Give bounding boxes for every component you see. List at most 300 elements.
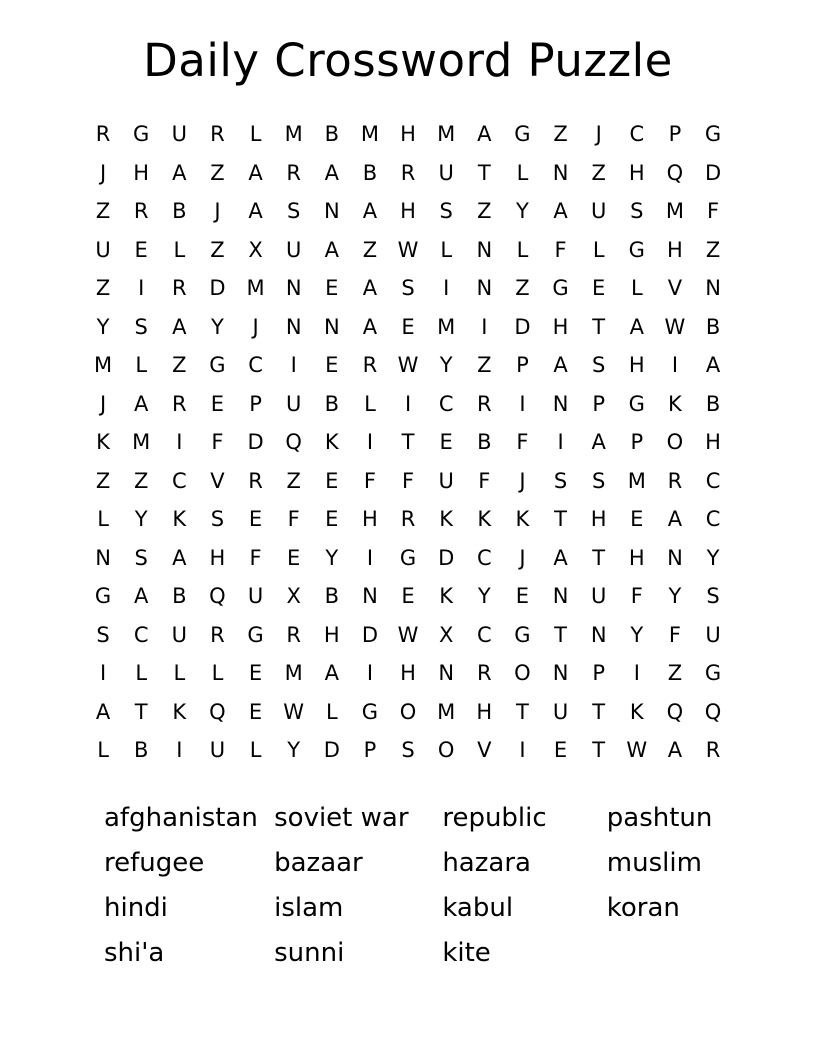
grid-cell: Z — [95, 199, 111, 224]
grid-cell: M — [627, 468, 646, 493]
grid-cell: G — [704, 661, 722, 686]
grid-cell: X — [286, 584, 301, 609]
grid-cell: I — [404, 391, 412, 416]
grid-cell: A — [705, 353, 721, 378]
grid-cell: D — [438, 545, 455, 570]
grid-cell: Z — [95, 276, 111, 301]
grid-cell: N — [362, 584, 378, 609]
grid-cell: N — [590, 622, 607, 647]
grid-cell: R — [133, 199, 149, 224]
grid-cell: O — [399, 699, 417, 724]
grid-row — [84, 308, 732, 347]
grid-cell: B — [324, 122, 340, 147]
grid-cell: H — [133, 160, 150, 185]
grid-cell: A — [667, 738, 683, 763]
grid-cell: E — [553, 738, 568, 763]
grid-cell: Q — [209, 699, 226, 724]
grid-cell: U — [95, 237, 111, 262]
grid-cell: Q — [666, 699, 684, 724]
grid-cell: X — [438, 622, 454, 647]
grid-cell: Z — [591, 160, 606, 185]
grid-cell: U — [247, 584, 264, 609]
grid-cell: N — [323, 199, 340, 224]
grid-row — [84, 385, 732, 424]
word-list-item: hindi — [104, 893, 168, 923]
grid-cell: U — [171, 122, 187, 147]
grid-cell: M — [94, 353, 113, 378]
grid-cell: A — [172, 160, 187, 185]
grid-cell: J — [519, 545, 526, 570]
grid-cell: C — [248, 353, 263, 378]
grid-cell: U — [209, 738, 226, 763]
grid-cell: Q — [666, 160, 684, 185]
grid-cell: N — [476, 237, 493, 262]
grid-cell: F — [287, 507, 300, 532]
grid-cell: N — [552, 661, 569, 686]
grid-cell: K — [515, 507, 530, 532]
grid-cell: Z — [553, 122, 568, 147]
grid-cell: U — [171, 622, 187, 647]
grid-cell: E — [210, 391, 225, 416]
grid-cell: H — [628, 353, 645, 378]
grid-cell: B — [362, 160, 378, 185]
grid-cell: T — [592, 545, 606, 570]
grid-cell: J — [252, 314, 259, 339]
grid-cell: Z — [667, 661, 683, 686]
grid-cell: H — [400, 661, 416, 686]
grid-cell: T — [477, 160, 491, 185]
grid-cell: R — [400, 160, 416, 185]
grid-cell: K — [96, 430, 110, 455]
grid-cell: Y — [439, 353, 453, 378]
grid-cell: H — [628, 160, 645, 185]
grid-cell: M — [284, 661, 303, 686]
word-list-column — [607, 796, 758, 931]
grid-cell: I — [290, 353, 297, 378]
grid-cell: M — [284, 122, 303, 147]
grid-cell: R — [210, 122, 225, 147]
word-list-column — [274, 796, 442, 976]
grid-cell: B — [705, 391, 721, 416]
grid-cell: A — [172, 545, 187, 570]
grid-cell: K — [629, 699, 644, 724]
grid-row — [84, 578, 732, 617]
grid-cell: U — [286, 237, 302, 262]
grid-cell: I — [99, 661, 107, 686]
grid-cell: A — [553, 353, 568, 378]
grid-cell: E — [325, 353, 339, 378]
grid-cell: W — [626, 738, 648, 763]
grid-cell: O — [514, 661, 531, 686]
grid-cell: L — [592, 237, 605, 262]
grid-cell: M — [132, 430, 151, 455]
grid-row — [84, 231, 732, 270]
grid-cell: N — [476, 276, 493, 301]
grid-cell: X — [248, 237, 263, 262]
grid-cell: L — [516, 160, 529, 185]
grid-cell: G — [209, 353, 226, 378]
grid-cell: A — [667, 507, 683, 532]
grid-cell: F — [707, 199, 720, 224]
grid-row — [84, 693, 732, 732]
grid-cell: E — [287, 545, 301, 570]
grid-cell: H — [476, 699, 493, 724]
grid-cell: E — [325, 468, 339, 493]
grid-cell: R — [400, 507, 416, 532]
grid-cell: L — [173, 661, 186, 686]
grid-row — [84, 154, 732, 193]
grid-cell: Q — [285, 430, 302, 455]
grid-cell: T — [401, 430, 415, 455]
grid-cell: M — [437, 122, 456, 147]
grid-cell: K — [172, 699, 187, 724]
grid-cell: B — [324, 584, 340, 609]
grid-cell: F — [516, 430, 529, 455]
word-list-item: soviet war — [274, 803, 409, 833]
grid-cell: S — [287, 199, 301, 224]
grid-cell: Y — [516, 199, 529, 224]
grid-cell: Z — [362, 237, 378, 262]
grid-cell: L — [97, 507, 109, 532]
grid-cell: S — [630, 199, 644, 224]
grid-cell: K — [324, 430, 339, 455]
grid-row — [84, 424, 732, 463]
grid-cell: B — [172, 199, 187, 224]
grid-cell: U — [591, 199, 607, 224]
word-list-item: hazara — [442, 848, 531, 878]
word-list-item: afghanistan — [104, 803, 258, 833]
grid-cell: J — [99, 160, 107, 185]
grid-row — [84, 270, 732, 309]
grid-cell: T — [554, 622, 567, 647]
grid-cell: S — [706, 584, 720, 609]
grid-cell: S — [592, 353, 606, 378]
grid-cell: J — [99, 391, 107, 416]
grid-cell: N — [552, 391, 569, 416]
word-list-item: kabul — [442, 893, 514, 923]
grid-cell: M — [246, 276, 265, 301]
grid-cell: Z — [477, 353, 492, 378]
grid-cell: E — [439, 430, 453, 455]
grid-cell: F — [249, 545, 262, 570]
grid-cell: V — [667, 276, 683, 301]
grid-cell: C — [629, 122, 645, 147]
grid-cell: G — [361, 699, 379, 724]
grid-cell: W — [397, 237, 419, 262]
grid-cell: S — [210, 507, 225, 532]
grid-cell: Y — [668, 584, 682, 609]
grid-cell: A — [362, 199, 378, 224]
grid-cell: D — [361, 622, 379, 647]
grid-cell: S — [401, 738, 415, 763]
grid-cell: N — [705, 276, 721, 301]
grid-cell: N — [552, 584, 569, 609]
grid-row — [84, 347, 732, 386]
grid-cell: N — [438, 661, 455, 686]
grid-cell: B — [324, 391, 340, 416]
grid-cell: G — [94, 584, 112, 609]
grid-cell: T — [592, 699, 606, 724]
grid-cell: P — [363, 738, 377, 763]
grid-cell: L — [211, 661, 224, 686]
grid-cell: L — [135, 353, 148, 378]
grid-cell: R — [172, 391, 187, 416]
grid-cell: L — [516, 237, 529, 262]
grid-cell: A — [134, 391, 149, 416]
grid-cell: E — [401, 584, 415, 609]
grid-cell: G — [247, 622, 264, 647]
grid-cell: E — [592, 276, 606, 301]
grid-cell: E — [134, 237, 148, 262]
grid-cell: D — [514, 314, 531, 339]
grid-cell: J — [519, 468, 526, 493]
grid-cell: G — [514, 122, 531, 147]
grid-row — [84, 462, 732, 501]
grid-cell: E — [248, 507, 263, 532]
grid-cell: R — [705, 738, 721, 763]
grid-cell: C — [438, 391, 454, 416]
grid-cell: W — [397, 622, 419, 647]
grid-cell: Y — [134, 507, 148, 532]
grid-cell: K — [439, 584, 454, 609]
grid-cell: W — [664, 314, 686, 339]
grid-cell: Q — [704, 699, 722, 724]
word-list-item: kite — [442, 938, 491, 968]
grid-cell: V — [210, 468, 225, 493]
grid-cell: I — [176, 430, 183, 455]
grid-cell: F — [402, 468, 415, 493]
grid-cell: K — [172, 507, 187, 532]
grid-cell: A — [95, 699, 111, 724]
grid-cell: Y — [96, 314, 110, 339]
grid-cell: U — [591, 584, 607, 609]
grid-cell: R — [210, 622, 225, 647]
grid-cell: A — [553, 545, 568, 570]
grid-cell: P — [592, 661, 606, 686]
grid-cell: B — [477, 430, 492, 455]
grid-cell: S — [134, 314, 148, 339]
grid-cell: F — [363, 468, 376, 493]
grid-cell: S — [553, 468, 568, 493]
grid-cell: E — [248, 699, 263, 724]
grid-cell: M — [437, 314, 456, 339]
grid-cell: O — [666, 430, 684, 455]
grid-cell: L — [135, 661, 148, 686]
grid-cell: A — [324, 661, 339, 686]
word-list-item: islam — [274, 893, 344, 923]
grid-cell: T — [554, 507, 567, 532]
grid-cell: D — [704, 160, 722, 185]
grid-cell: J — [595, 122, 602, 147]
grid-cell: F — [554, 237, 567, 262]
grid-cell: Y — [211, 314, 224, 339]
grid-cell: P — [592, 391, 606, 416]
grid-cell: U — [438, 468, 454, 493]
grid-cell: U — [438, 160, 454, 185]
grid-cell: G — [399, 545, 417, 570]
grid-cell: A — [629, 314, 644, 339]
grid-cell: R — [362, 353, 378, 378]
grid-cell: I — [138, 276, 145, 301]
grid-cell: B — [705, 314, 721, 339]
grid-cell: C — [171, 468, 187, 493]
grid-cell: H — [667, 237, 683, 262]
grid-cell: L — [97, 738, 109, 763]
grid-cell: A — [591, 430, 606, 455]
grid-cell: K — [439, 507, 454, 532]
word-list-column — [104, 796, 274, 976]
grid-cell: A — [553, 199, 568, 224]
grid-cell: Q — [209, 584, 226, 609]
grid-cell: N — [285, 314, 302, 339]
grid-cell: J — [214, 199, 221, 224]
grid-cell: S — [401, 276, 415, 301]
grid-cell: Z — [210, 160, 225, 185]
grid-cell: F — [211, 430, 224, 455]
word-list-item: refugee — [104, 848, 205, 878]
grid-cell: R — [95, 122, 111, 147]
grid-row — [84, 539, 732, 578]
grid-cell: U — [286, 391, 302, 416]
grid-cell: H — [209, 545, 226, 570]
grid-cell: T — [516, 699, 529, 724]
grid-cell: S — [592, 468, 606, 493]
word-list-item: shi'a — [104, 938, 165, 968]
grid-cell: L — [325, 699, 338, 724]
word-list-item: koran — [606, 893, 680, 923]
grid-cell: A — [324, 160, 339, 185]
grid-cell: H — [628, 545, 645, 570]
grid-cell: P — [668, 122, 682, 147]
grid-cell: N — [323, 314, 340, 339]
word-list-item: muslim — [606, 848, 702, 878]
grid-cell: I — [633, 661, 640, 686]
grid-cell: E — [325, 507, 339, 532]
grid-cell: I — [481, 314, 488, 339]
grid-cell: A — [362, 314, 378, 339]
word-list-item: republic — [442, 803, 547, 833]
grid-cell: N — [285, 276, 302, 301]
grid-cell: G — [704, 122, 722, 147]
grid-cell: C — [705, 468, 721, 493]
grid-cell: Z — [95, 468, 111, 493]
grid-cell: R — [477, 391, 492, 416]
letter-grid — [84, 116, 732, 771]
grid-cell: E — [630, 507, 644, 532]
grid-cell: Y — [706, 545, 720, 570]
grid-cell: P — [249, 391, 262, 416]
grid-cell: F — [478, 468, 491, 493]
grid-cell: Z — [515, 276, 530, 301]
grid-cell: G — [514, 622, 531, 647]
grid-cell: A — [134, 584, 149, 609]
word-list-item: sunni — [274, 938, 345, 968]
grid-cell: R — [286, 160, 301, 185]
grid-row — [84, 501, 732, 540]
grid-cell: I — [519, 391, 526, 416]
grid-cell: H — [705, 430, 721, 455]
grid-row — [84, 193, 732, 232]
grid-cell: G — [628, 237, 645, 262]
grid-cell: A — [248, 160, 263, 185]
grid-cell: T — [134, 699, 148, 724]
page-title: Daily Crossword Puzzle — [143, 34, 673, 87]
grid-cell: H — [552, 314, 569, 339]
grid-cell: A — [324, 237, 339, 262]
grid-cell: Z — [286, 468, 301, 493]
grid-row — [84, 732, 732, 771]
grid-cell: E — [325, 276, 339, 301]
grid-cell: F — [668, 622, 681, 647]
grid-cell: H — [400, 199, 416, 224]
grid-cell: H — [362, 507, 378, 532]
grid-cell: P — [516, 353, 529, 378]
grid-cell: K — [668, 391, 682, 416]
grid-cell: B — [133, 738, 149, 763]
grid-row — [84, 116, 732, 155]
grid-cell: D — [323, 738, 340, 763]
grid-cell: L — [173, 237, 186, 262]
grid-cell: L — [364, 391, 376, 416]
grid-cell: D — [209, 276, 226, 301]
grid-cell: N — [552, 160, 569, 185]
grid-cell: A — [248, 199, 263, 224]
grid-cell: O — [437, 738, 455, 763]
grid-cell: Y — [287, 738, 301, 763]
grid-cell: D — [247, 430, 264, 455]
word-list — [58, 796, 758, 976]
grid-cell: T — [592, 314, 606, 339]
grid-cell: S — [96, 622, 110, 647]
grid-cell: K — [477, 507, 492, 532]
grid-cell: B — [172, 584, 187, 609]
grid-cell: E — [515, 584, 530, 609]
grid-cell: V — [477, 738, 492, 763]
grid-cell: R — [667, 468, 683, 493]
grid-cell: L — [440, 237, 453, 262]
grid-cell: T — [592, 738, 606, 763]
word-list-column — [442, 796, 606, 976]
grid-cell: H — [323, 622, 340, 647]
grid-cell: L — [630, 276, 643, 301]
grid-cell: I — [443, 276, 450, 301]
grid-cell: P — [630, 430, 644, 455]
grid-cell: Y — [477, 584, 491, 609]
grid-cell: G — [133, 122, 150, 147]
grid-cell: W — [283, 699, 305, 724]
grid-cell: C — [476, 545, 492, 570]
grid-cell: I — [557, 430, 564, 455]
grid-cell: N — [95, 545, 111, 570]
grid-cell: R — [248, 468, 263, 493]
grid-cell: I — [366, 430, 374, 455]
grid-cell: Z — [210, 237, 225, 262]
grid-cell: E — [248, 661, 263, 686]
grid-cell: R — [172, 276, 187, 301]
grid-cell: M — [360, 122, 379, 147]
grid-cell: A — [477, 122, 492, 147]
grid-cell: G — [628, 391, 645, 416]
grid-cell: Y — [325, 545, 339, 570]
grid-cell: L — [249, 738, 262, 763]
grid-cell: H — [400, 122, 416, 147]
grid-cell: L — [249, 122, 262, 147]
grid-cell: M — [665, 199, 684, 224]
grid-cell: Y — [630, 622, 644, 647]
grid-cell: A — [172, 314, 187, 339]
grid-row — [84, 616, 732, 655]
grid-cell: A — [362, 276, 378, 301]
